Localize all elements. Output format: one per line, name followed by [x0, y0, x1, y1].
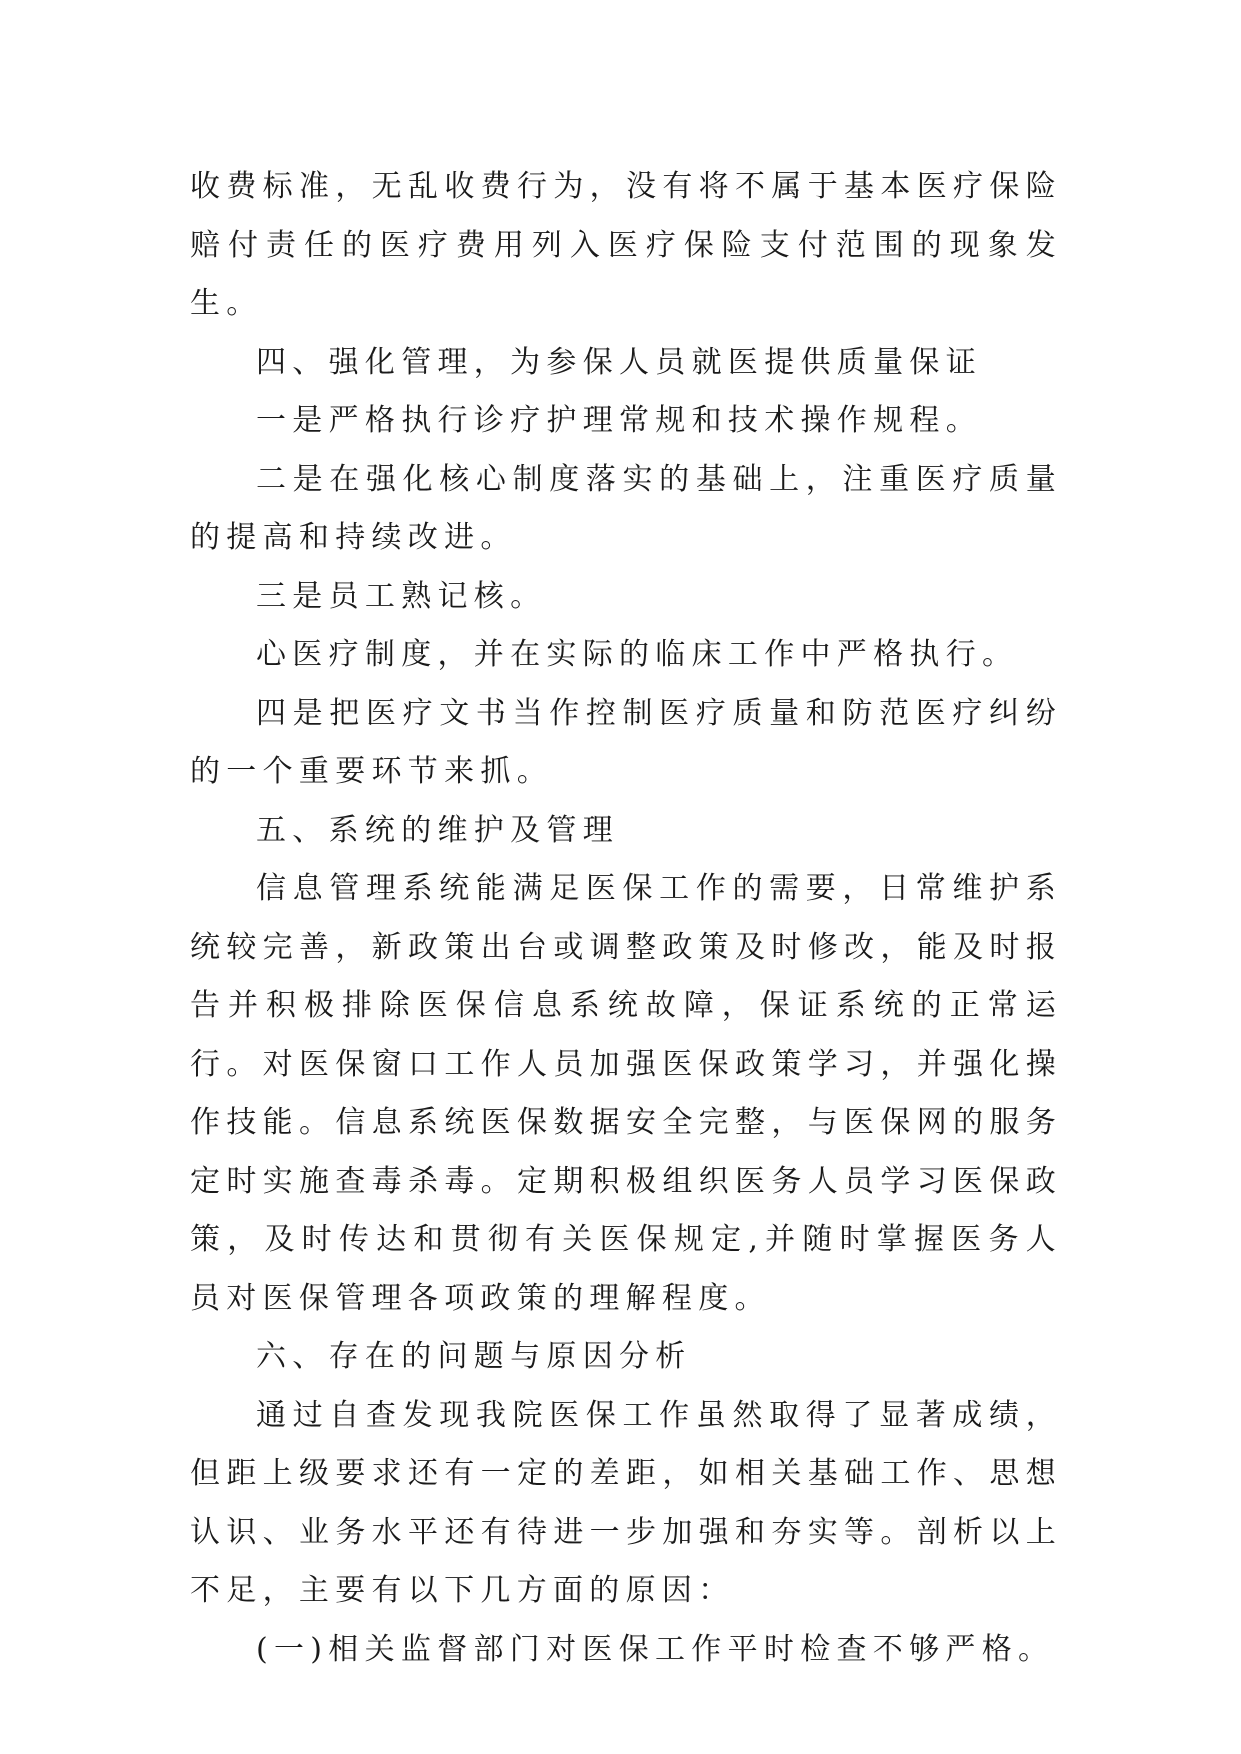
paragraph-point-1: 一是严格执行诊疗护理常规和技术操作规程。: [256, 403, 982, 438]
heading-section-6: 六、存在的问题与原因分析: [256, 1339, 692, 1374]
heading-section-5: 五、系统的维护及管理: [256, 812, 619, 848]
paragraph-point-2: 二是在强化核心制度落实的基础上，注重医疗质量的提高和持续改进。: [190, 461, 1062, 555]
paragraph-point-3-cont: 心医疗制度，并在实际的临床工作中严格执行。: [256, 637, 1019, 672]
paragraph-fee-standard: 收费标准，无乱收费行为，没有将不属于基本医疗保险赔付责任的医疗费用列入医疗保险支付范围的现象发生。: [190, 169, 1062, 321]
paragraph-point-4: 四是把医疗文书当作控制医疗质量和防范医疗纠纷的一个重要环节来抓。: [190, 695, 1062, 789]
paragraph-self-inspection: 通过自查发现我院医保工作虽然取得了显著成绩，但距上级要求还有一定的差距，如相关基础工作、思想认识、业务水平还有待进一步加强和夯实等。剖析以上不足，主要有以下几方面的原因：: [190, 1397, 1062, 1608]
paragraph-system-maintenance: 信息管理系统能满足医保工作的需要，日常维护系统较完善，新政策出台或调整政策及时修改，能及时报告并积极排除医保信息系统故障，保证系统的正常运行。对医保窗口工作人员加强医保政策学习，并强化操作技能。信息系统医保数据安全完整，与医保网的服务定时实施查毒杀毒。定期积极组织医务人员学习医保政策，及时传达和贯彻有关医保规定,并随时掌握医务人员对医保管理各项政策的理解程度。: [190, 871, 1062, 1316]
document-body: [190, 158, 1062, 1679]
heading-section-4: 四、强化管理，为参保人员就医提供质量保证: [256, 344, 982, 380]
paragraph-point-3: 三是员工熟记核。: [256, 578, 547, 614]
paragraph-reason-1: (一)相关监督部门对医保工作平时检查不够严格。: [256, 1631, 1055, 1667]
